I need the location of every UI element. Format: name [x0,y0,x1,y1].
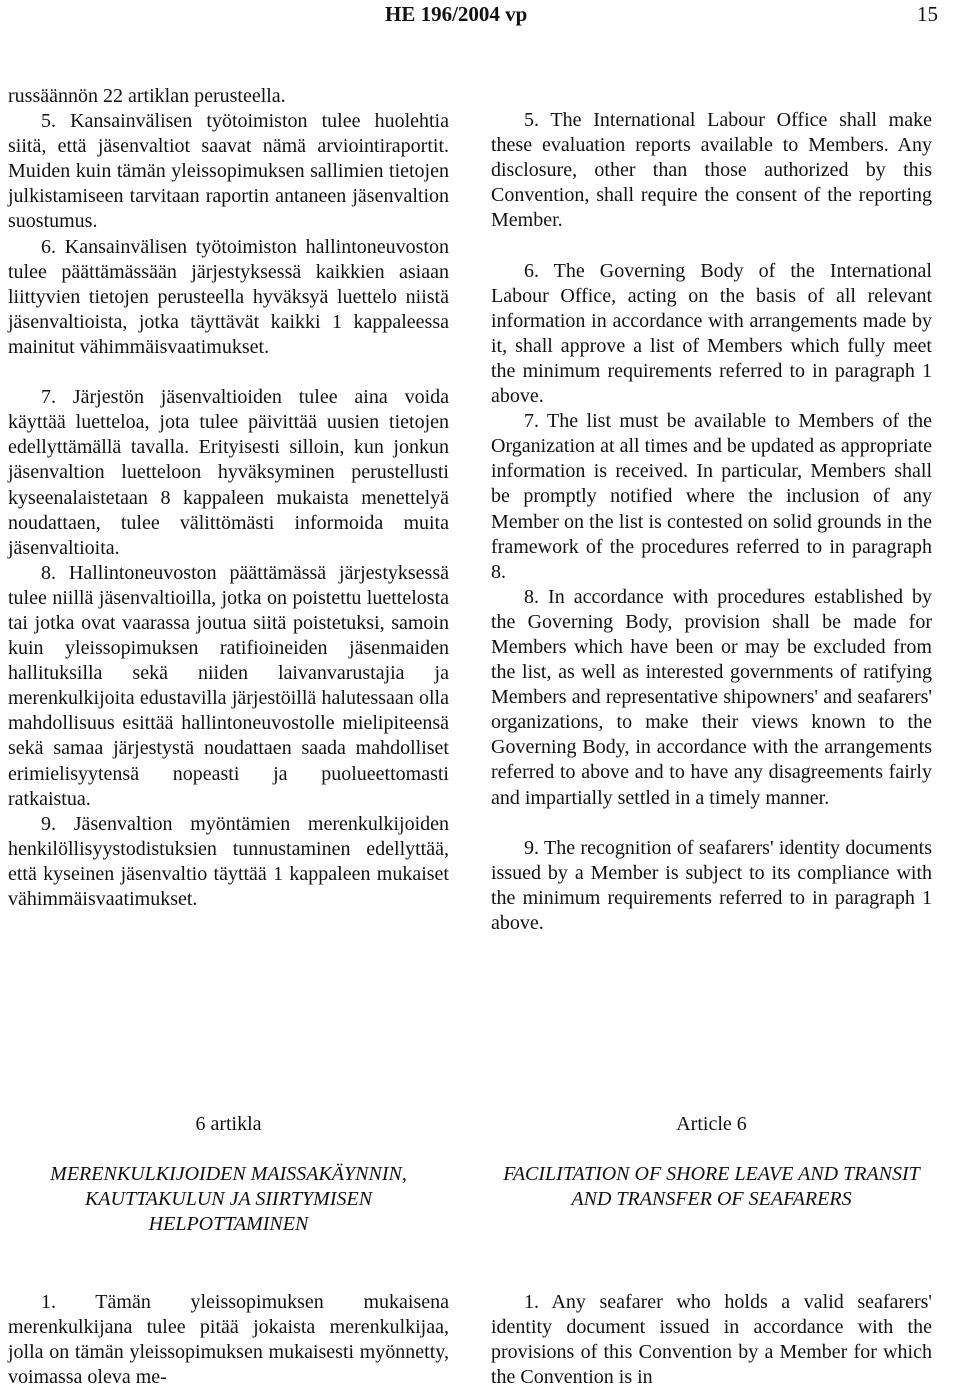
finnish-text-column [8,84,449,912]
en-paragraph-7: 7. The list must be available to Members of the Organization at all times and be updated as appropriate information is received. In particular, Members shall be promptly notified where the inclusion of any Member on the list is contested on solid grounds in the framework of the procedures referred to in paragraph 8. [491,410,932,583]
fi-paragraph-continuation: russäännön 22 artiklan perusteella. [8,85,286,107]
fi-article-title: MERENKULKIJOIDEN MAISSAKÄYNNIN, KAUTTAKULUN JA SIIRTYMISEN HELPOTTAMINEN [50,1163,407,1235]
fi-article-body [8,1290,449,1390]
en-paragraph-5: 5. The International Labour Office shall make these evaluation reports available to Members. Any disclosure, other than those authorized by this Convention, shall require the consent of the reporting Member. [491,109,932,232]
fi-paragraph-8: 8. Hallintoneuvoston päättämässä järjestyksessä tulee niillä jäsenvaltioilla, jotka on poistettu luettelosta tai jotka ovat vaarassa joutua siitä poistetuksi, samoin kuin yleissopimuksen ratifioineiden jäsenmaiden hallituksilla sekä niiden laivanvarustajia ja merenkulkijoita edustavilla järjestöillä halutessaan olla mahdollisuus esittää hallintoneuvostolle mielipiteensä sekä samaa järjestystä noudattaen saada mahdolliset erimielisyytensä nopeasti ja puolueettomasti ratkaistua. [8,561,449,810]
en-article-paragraph-1: 1. Any seafarer who holds a valid seafarers' identity document issued in accordance with the provisions of this Convention by a Member for which the Convention is in [491,1291,932,1389]
en-article-title: FACILITATION OF SHORE LEAVE AND TRANSIT AND TRANSFER OF SEAFARERS [503,1163,920,1210]
english-text-column [491,108,932,936]
page-header [0,0,960,34]
fi-paragraph-7: 7. Järjestön jäsenvaltioiden tulee aina voida käyttää luetteloa, jota tulee päivittää uusien tietojen edellyttämällä tavalla. Erityisesti silloin, kun jonkun jäsenvaltion luetteloon hyväksyminen perustellusti kyseenalaistetaan 8 kappaleen mukaista menettelyä noudattaen, tulee välittömästi informoida muita jäsenvaltioita. [8,386,449,559]
fi-paragraph-6: 6. Kansainvälisen työtoimiston hallintoneuvoston tulee päättämässään järjestyksessä kaikkien asiaan liittyvien tietojen perusteella hyväksyä luettelo niistä jäsenvaltioista, jotka täyttävät kaikki 1 kappaleessa mainitut vähimmäisvaatimukset. [8,235,449,358]
document-id: HE 196/2004 vp [385,2,528,26]
en-article-number: Article 6 [676,1113,747,1135]
fi-article-heading [8,1112,449,1237]
page-number: 15 [917,2,938,26]
fi-article-paragraph-1: 1. Tämän yleissopimuksen mukaisena merenkulkijana tulee pitää jokaista merenkulkijaa, jolla on tämän yleissopimuksen mukaisesti myönnetty, voimassa oleva me- [8,1291,449,1389]
fi-article-number: 6 artikla [195,1113,262,1135]
fi-paragraph-9: 9. Jäsenvaltion myöntämien merenkulkijoiden henkilöllisyystodistuksien tunnustaminen edellyttää, että kyseinen jäsenvaltio täyttää 1 kappaleen mukaiset vähimmäisvaatimukset. [8,812,449,910]
en-paragraph-8: 8. In accordance with procedures established by the Governing Body, provision shall be made for Members which have been or may be excluded from the list, as well as interested governments of ratifying Members and representative shipowners' and seafarers' organizations, to make their views known to the Governing Body, in accordance with the arrangements referred to above and to have any disagreements fairly and impartially settled in a timely manner. [491,585,932,809]
en-paragraph-9: 9. The recognition of seafarers' identity documents issued by a Member is subject to its compliance with the minimum requirements referred to in paragraph 1 above. [491,836,932,934]
en-article-heading [491,1112,932,1212]
fi-paragraph-5: 5. Kansainvälisen työtoimiston tulee huolehtia siitä, että jäsenvaltiot saavat nämä arviointiraportit. Muiden kuin tämän yleissopimuksen sallimien tietojen julkistamiseen tarvitaan raportin antaneen jäsenvaltion suostumus. [8,110,449,233]
en-article-body [491,1290,932,1390]
en-paragraph-6: 6. The Governing Body of the International Labour Office, acting on the basis of all relevant information in accordance with arrangements made by it, shall approve a list of Members which fully meet the minimum requirements referred to in paragraph 1 above. [491,259,932,408]
